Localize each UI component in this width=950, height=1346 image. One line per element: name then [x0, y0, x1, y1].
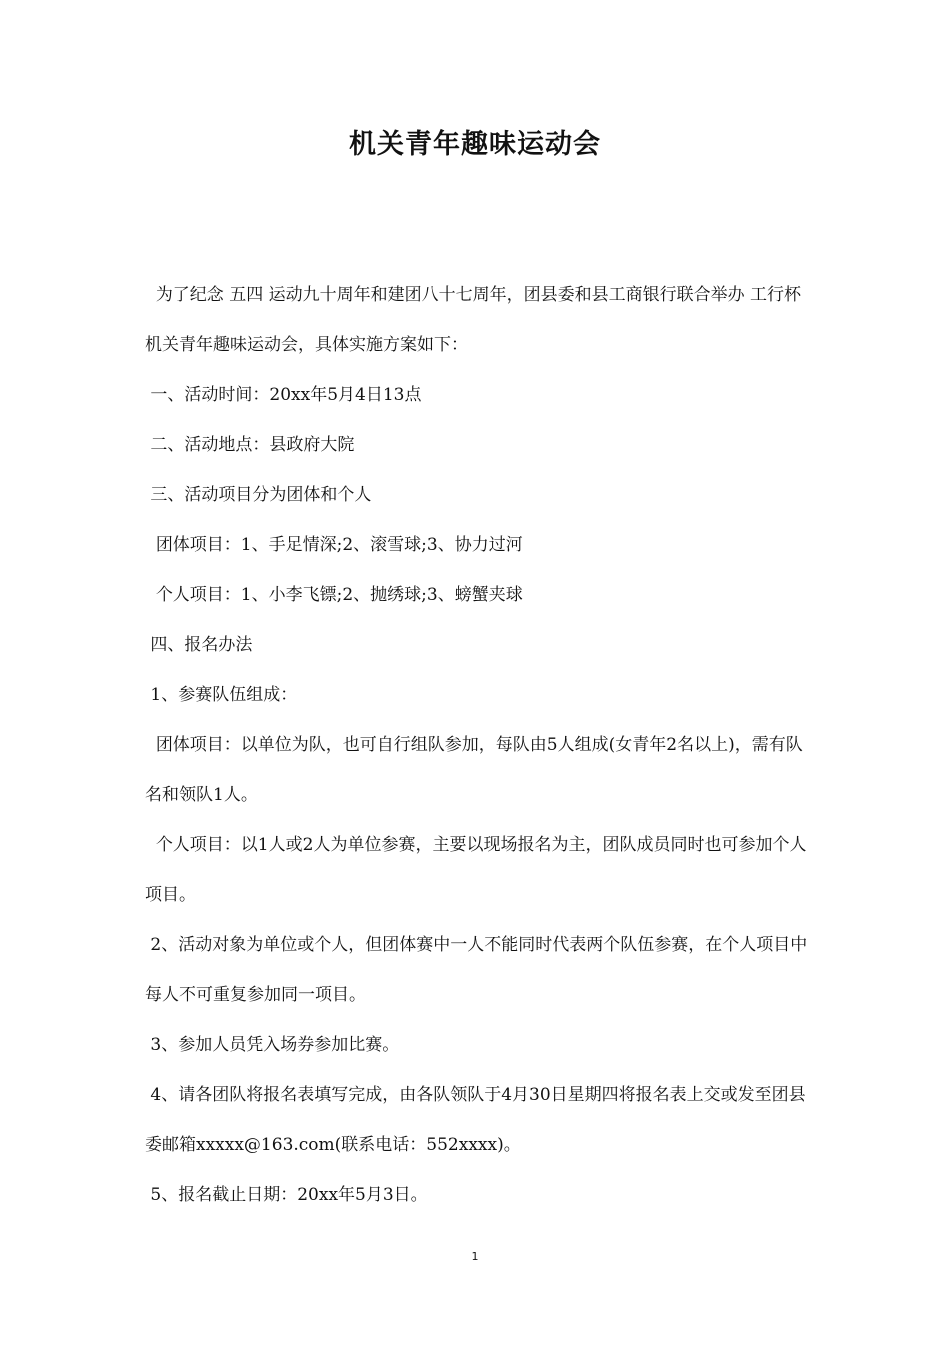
- paragraph-location: 二、活动地点：县政府大院: [145, 435, 355, 455]
- paragraph-events: 三、活动项目分为团体和个人: [145, 485, 372, 505]
- paragraph-time: 一、活动时间：20xx年5月4日13点: [145, 385, 422, 405]
- paragraph-registration-heading: 四、报名办法: [145, 635, 253, 655]
- paragraph-intro: 为了纪念 五四 运动九十周年和建团八十七周年，团县委和县工商银行联合举办 工行杯 机关青年趣味运动会，具体实施方案如下：: [145, 285, 807, 355]
- paragraph-submission: 4、请各团队将报名表填写完成，由各队领队于4月30日星期四将报名表上交或发至团县委邮箱xxxxx@163.com(联系电话：552xxxx)。: [145, 1085, 806, 1155]
- paragraph-individual-events: 个人项目：1、小李飞镖;2、抛绣球;3、螃蟹夹球: [145, 585, 523, 605]
- paragraph-deadline: 5、报名截止日期：20xx年5月3日。: [145, 1185, 428, 1205]
- paragraph-team-events: 团体项目：1、手足情深;2、滚雪球;3、协力过河: [145, 535, 523, 555]
- document-body: [145, 270, 810, 1220]
- document-title: 机关青年趣味运动会: [349, 129, 601, 160]
- paragraph-team-rules: 团体项目：以单位为队，也可自行组队参加，每队由5人组成(女青年2名以上)，需有队名和领队1人。: [145, 735, 803, 805]
- paragraph-participants: 2、活动对象为单位或个人，但团体赛中一人不能同时代表两个队伍参赛，在个人项目中每人不可重复参加同一项目。: [145, 935, 808, 1005]
- paragraph-individual-rules: 个人项目：以1人或2人为单位参赛，主要以现场报名为主，团队成员同时也可参加个人项目。: [145, 835, 807, 905]
- page-number: 1: [471, 1250, 479, 1263]
- paragraph-team-composition: 1、参赛队伍组成：: [145, 685, 298, 705]
- paragraph-tickets: 3、参加人员凭入场券参加比赛。: [145, 1035, 400, 1055]
